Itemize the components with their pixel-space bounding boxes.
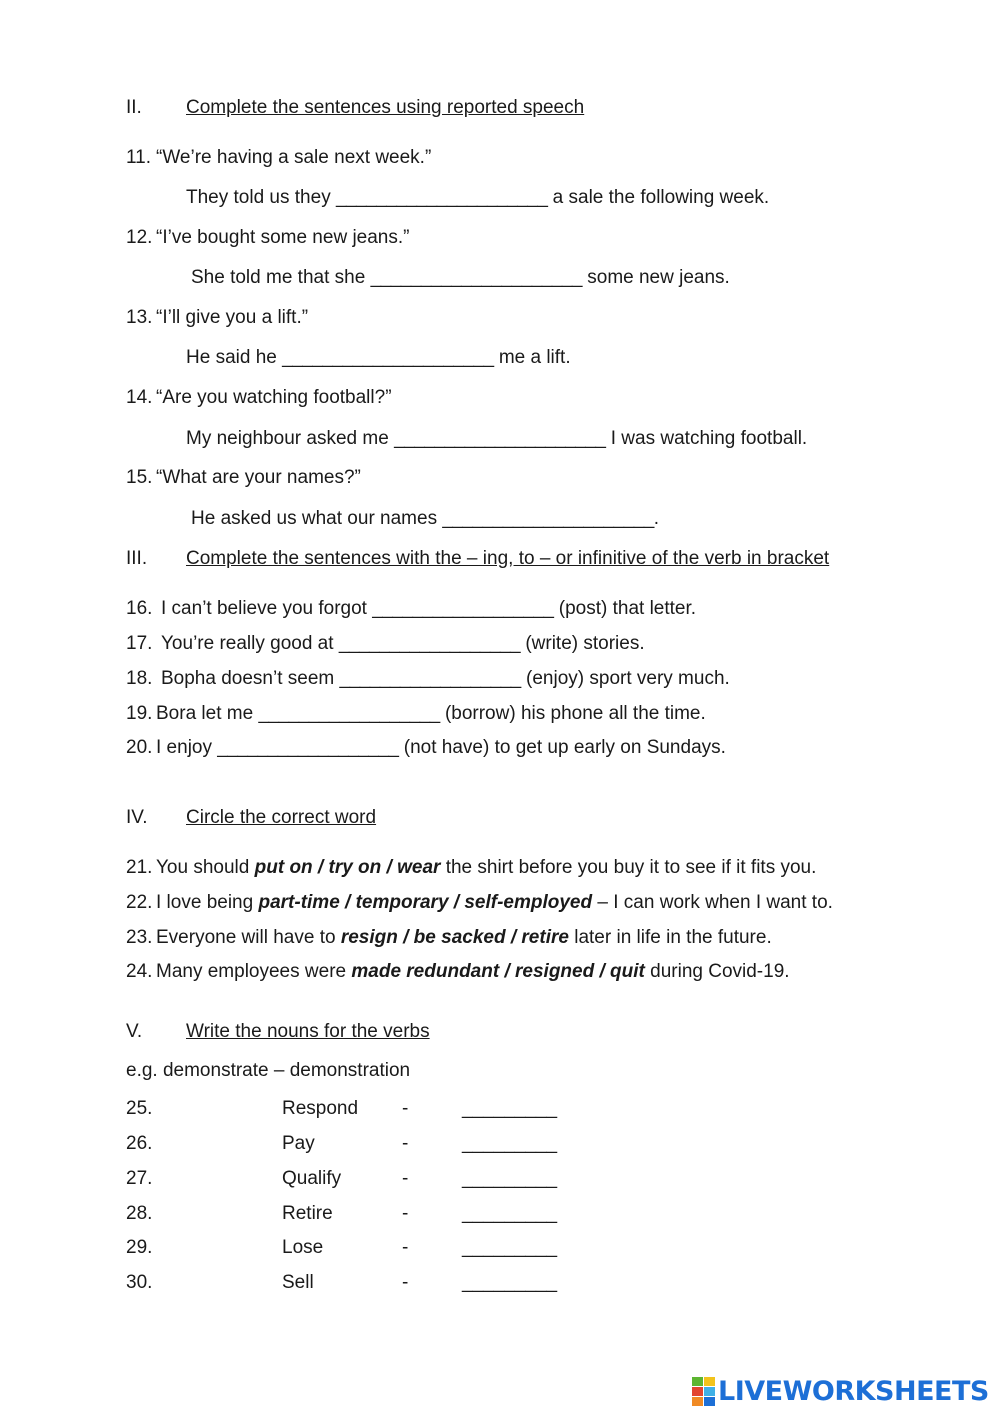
section-title: Write the nouns for the verbs <box>186 1021 430 1042</box>
question-number: 12. <box>126 227 153 248</box>
sentence-suffix: (borrow) his phone all the time. <box>444 703 706 724</box>
question-21 <box>126 856 816 880</box>
question-30 <box>126 1271 558 1295</box>
word-options[interactable]: resign / be sacked / retire <box>340 927 569 948</box>
sentence-suffix: (post) that letter. <box>558 598 697 619</box>
answer-blank[interactable]: __________________ <box>372 598 554 619</box>
answer-suffix: me a lift. <box>498 347 571 368</box>
direct-speech: “I’ve bought some new jeans.” <box>156 227 410 248</box>
word-options[interactable]: part-time / temporary / self-employed <box>258 892 593 913</box>
question-17 <box>126 632 645 656</box>
answer-blank[interactable]: _____________________ <box>442 508 654 529</box>
verb-word: Respond <box>282 1098 359 1119</box>
sentence-prefix: Bora let me <box>156 703 254 724</box>
question-number: 29. <box>126 1237 153 1258</box>
question-13 <box>126 306 308 330</box>
dash: - <box>402 1133 409 1154</box>
answer-blank[interactable]: _________ <box>462 1272 558 1293</box>
question-number: 18. <box>126 668 153 689</box>
section-3-heading <box>126 547 829 571</box>
question-12 <box>126 226 409 250</box>
direct-speech: “We’re having a sale next week.” <box>156 147 432 168</box>
sentence-suffix: (enjoy) sport very much. <box>526 668 730 689</box>
liveworksheets-logo-icon <box>692 1377 714 1405</box>
sentence-prefix: I enjoy <box>156 737 212 758</box>
section-title: Complete the sentences using reported speech <box>186 97 585 118</box>
section-number: III. <box>126 548 148 569</box>
sentence-suffix: during Covid-19. <box>650 961 790 982</box>
sentence-suffix: later in life in the future. <box>574 927 772 948</box>
answer-blank[interactable]: __________________ <box>339 668 521 689</box>
question-29 <box>126 1236 558 1260</box>
verb-word: Qualify <box>282 1168 342 1189</box>
question-number: 30. <box>126 1272 153 1293</box>
answer-blank[interactable]: __________________ <box>217 737 399 758</box>
question-14 <box>126 386 392 410</box>
question-16 <box>126 597 696 621</box>
answer-prefix: She told me that she <box>191 267 366 288</box>
answer-blank[interactable]: _____________________ <box>370 267 582 288</box>
question-number: 14. <box>126 387 153 408</box>
question-11 <box>126 146 431 170</box>
answer-prefix: He said he <box>186 347 277 368</box>
answer-line-15 <box>191 507 659 531</box>
question-23 <box>126 926 772 950</box>
sentence-prefix: Bopha doesn’t seem <box>161 668 335 689</box>
dash: - <box>402 1203 409 1224</box>
verb-word: Retire <box>282 1203 333 1224</box>
answer-suffix: . <box>653 508 660 529</box>
answer-prefix: My neighbour asked me <box>186 428 389 449</box>
direct-speech: “Are you watching football?” <box>156 387 392 408</box>
question-15 <box>126 466 361 490</box>
answer-blank[interactable]: _________ <box>462 1133 558 1154</box>
question-number: 11. <box>126 147 152 168</box>
question-number: 13. <box>126 307 153 328</box>
question-27 <box>126 1167 558 1191</box>
answer-prefix: They told us they <box>186 187 331 208</box>
answer-line-13 <box>186 346 571 370</box>
sentence-prefix: You’re really good at <box>161 633 334 654</box>
question-20 <box>126 736 726 760</box>
section-number: V. <box>126 1021 143 1042</box>
logo-text: LIVEWORKSHEETS <box>718 1375 989 1407</box>
word-options[interactable]: made redundant / resigned / quit <box>351 961 645 982</box>
section-2-heading <box>126 96 584 120</box>
answer-suffix: a sale the following week. <box>552 187 770 208</box>
sentence-suffix: – I can work when I want to. <box>597 892 833 913</box>
question-19 <box>126 702 706 726</box>
question-number: 22. <box>126 892 153 913</box>
section-title: Complete the sentences with the – ing, to – or infinitive of the verb in bracket <box>186 548 830 569</box>
verb-word: Pay <box>282 1133 315 1154</box>
answer-blank[interactable]: __________________ <box>258 703 440 724</box>
sentence-suffix: (write) stories. <box>525 633 645 654</box>
question-number: 27. <box>126 1168 153 1189</box>
section-number: II. <box>126 97 142 118</box>
sentence-prefix: Everyone will have to <box>156 927 336 948</box>
question-18 <box>126 667 730 691</box>
verb-word: Lose <box>282 1237 324 1258</box>
question-number: 21. <box>126 857 153 878</box>
sentence-prefix: I love being <box>156 892 254 913</box>
direct-speech: “What are your names?” <box>156 467 361 488</box>
word-options[interactable]: put on / try on / wear <box>254 857 441 878</box>
answer-blank[interactable]: __________________ <box>338 633 521 654</box>
question-number: 19. <box>126 703 153 724</box>
answer-blank[interactable]: _____________________ <box>335 187 548 208</box>
direct-speech: “I’ll give you a lift.” <box>156 307 309 328</box>
question-number: 17. <box>126 633 153 654</box>
answer-blank[interactable]: _____________________ <box>394 428 606 449</box>
example-line: e.g. demonstrate – demonstration <box>126 1060 411 1081</box>
sentence-suffix: the shirt before you buy it to see if it fits you. <box>445 857 817 878</box>
answer-blank[interactable]: _________ <box>462 1168 558 1189</box>
dash: - <box>402 1098 409 1119</box>
question-number: 15. <box>126 467 153 488</box>
question-25 <box>126 1097 558 1121</box>
dash: - <box>402 1168 409 1189</box>
answer-line-14 <box>186 427 807 451</box>
section-5-heading <box>126 1020 430 1044</box>
sentence-suffix: (not have) to get up early on Sundays. <box>403 737 726 758</box>
dash: - <box>402 1237 409 1258</box>
liveworksheets-logo[interactable] <box>692 1374 989 1408</box>
section-number: IV. <box>126 807 148 828</box>
question-28 <box>126 1202 558 1226</box>
answer-line-11 <box>186 186 769 210</box>
question-number: 24. <box>126 961 153 982</box>
answer-blank[interactable]: _________ <box>462 1098 558 1119</box>
question-number: 20. <box>126 737 153 758</box>
question-number: 25. <box>126 1098 153 1119</box>
question-number: 26. <box>126 1133 153 1154</box>
section-4-heading <box>126 806 376 830</box>
question-24 <box>126 960 790 984</box>
question-22 <box>126 891 833 915</box>
section-title: Circle the correct word <box>186 807 377 828</box>
answer-suffix: I was watching football. <box>610 428 808 449</box>
question-number: 23. <box>126 927 153 948</box>
answer-blank[interactable]: _____________________ <box>282 347 494 368</box>
question-number: 16. <box>126 598 153 619</box>
answer-blank[interactable]: _________ <box>462 1203 558 1224</box>
question-26 <box>126 1132 558 1156</box>
sentence-prefix: Many employees were <box>156 961 347 982</box>
verb-word: Sell <box>282 1272 314 1293</box>
sentence-prefix: You should <box>156 857 250 878</box>
answer-prefix: He asked us what our names <box>191 508 438 529</box>
question-number: 28. <box>126 1203 153 1224</box>
sentence-prefix: I can’t believe you forgot <box>161 598 367 619</box>
answer-blank[interactable]: _________ <box>462 1237 558 1258</box>
dash: - <box>402 1272 409 1293</box>
answer-suffix: some new jeans. <box>587 267 730 288</box>
answer-line-12 <box>191 266 730 290</box>
